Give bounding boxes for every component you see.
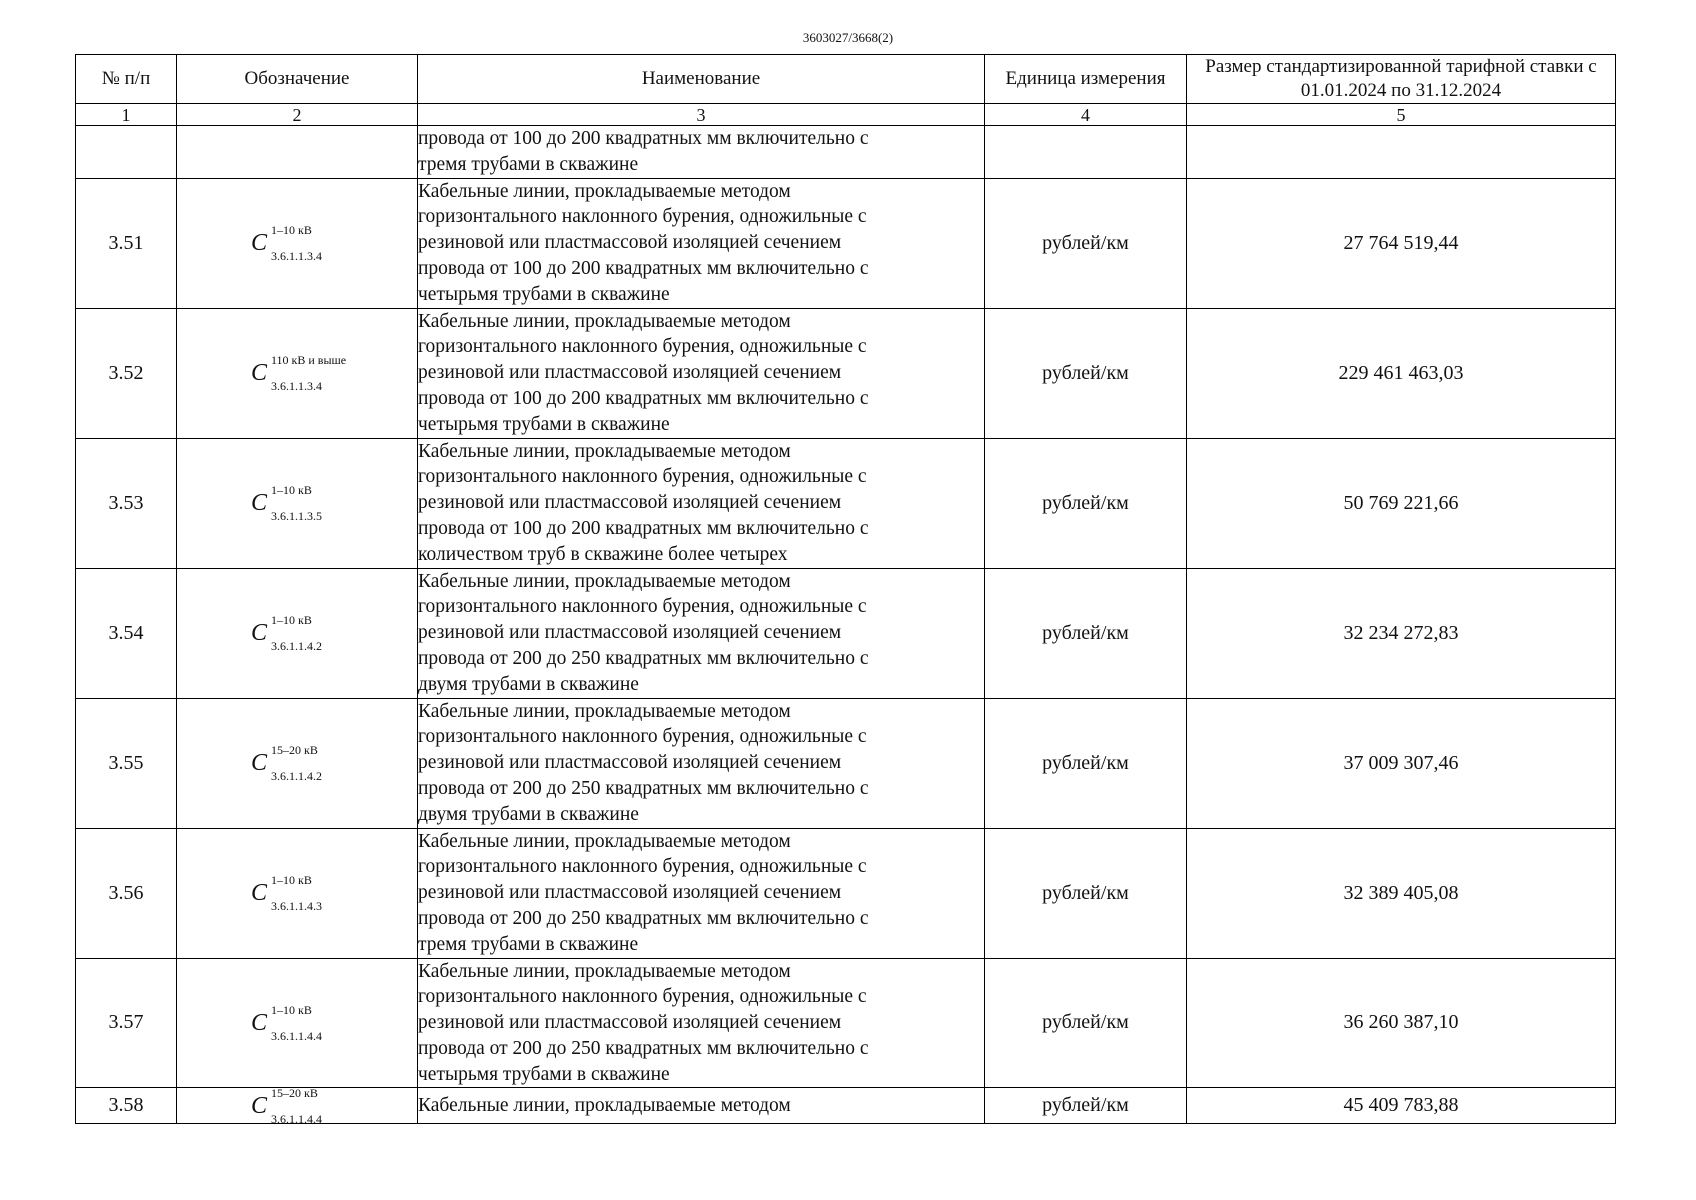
designation-symbol: C 1–10 кВ 3.6.1.1.4.3 bbox=[250, 873, 322, 913]
name-line: четырьмя трубами в скважине bbox=[418, 413, 670, 435]
row-number: 3.53 bbox=[76, 438, 177, 568]
name-line: Кабельные линии, прокладываемые методом bbox=[418, 830, 791, 852]
code-subscript: 3.6.1.1.4.2 bbox=[271, 769, 322, 784]
page-id: 3603027/3668(2) bbox=[802, 30, 894, 45]
table-row bbox=[76, 828, 1616, 958]
name-line: четырьмя трубами в скважине bbox=[418, 1063, 670, 1085]
name-line: провода от 100 до 200 квадратных мм включительно с bbox=[418, 128, 869, 149]
unit-cell: рублей/км bbox=[985, 1088, 1187, 1124]
code-subscript: 3.6.1.1.4.3 bbox=[271, 899, 322, 913]
table-row bbox=[76, 438, 1616, 568]
name-line: резиновой или пластмассовой изоляцией сечением bbox=[418, 1012, 842, 1034]
unit-cell: рублей/км bbox=[985, 698, 1187, 828]
name-line: горизонтального наклонного бурения, одножильные с bbox=[418, 466, 867, 488]
name-line: Кабельные линии, прокладываемые методом bbox=[418, 700, 791, 722]
name-line: резиновой или пластмассовой изоляцией сечением bbox=[418, 622, 842, 644]
designation-symbol: C 15–20 кВ 3.6.1.1.4.2 bbox=[250, 743, 322, 784]
table-row bbox=[76, 958, 1616, 1088]
name-cell bbox=[418, 438, 985, 568]
designation-cell bbox=[177, 698, 418, 828]
name-line: резиновой или пластмассовой изоляцией сечением bbox=[418, 492, 842, 514]
table-body bbox=[76, 178, 1616, 1088]
column-number-row bbox=[76, 104, 1616, 126]
header-unit: Единица измерения bbox=[985, 55, 1187, 104]
rate-cell: 45 409 783,88 bbox=[1187, 1088, 1616, 1124]
designation-cell bbox=[177, 308, 418, 438]
name-line: горизонтального наклонного бурения, одножильные с bbox=[418, 986, 867, 1008]
voltage-superscript: 1–10 кВ bbox=[271, 1002, 312, 1017]
table-row bbox=[76, 178, 1616, 308]
row-number: 3.55 bbox=[76, 698, 177, 828]
empty-cell bbox=[177, 126, 418, 179]
rate-cell: 50 769 221,66 bbox=[1187, 438, 1616, 568]
table-row bbox=[76, 308, 1616, 438]
designation-symbol: C 15–20 кВ 3.6.1.1.4.4 bbox=[250, 1085, 322, 1126]
code-subscript: 3.6.1.1.4.2 bbox=[271, 639, 322, 654]
name-line: провода от 200 до 250 квадратных мм включительно с bbox=[418, 647, 869, 669]
row-number: 3.56 bbox=[76, 828, 177, 958]
row-number: 3.54 bbox=[76, 568, 177, 698]
code-subscript: 3.6.1.1.3.4 bbox=[271, 249, 322, 264]
name-line: провода от 200 до 250 квадратных мм включительно с bbox=[418, 777, 869, 799]
rate-cell: 32 234 272,83 bbox=[1187, 568, 1616, 698]
designation-symbol: C 1–10 кВ 3.6.1.1.4.4 bbox=[250, 1002, 322, 1043]
name-line: тремя трубами в скважине bbox=[418, 933, 639, 955]
name-cell bbox=[418, 308, 985, 438]
empty-cell bbox=[1187, 126, 1616, 179]
table-row-last bbox=[76, 1088, 1616, 1124]
unit-cell: рублей/км bbox=[985, 828, 1187, 958]
name-line: Кабельные линии, прокладываемые методом bbox=[418, 440, 791, 462]
code-subscript: 3.6.1.1.3.4 bbox=[271, 379, 322, 394]
column-number: 3 bbox=[418, 104, 985, 126]
designation-symbol: C 1–10 кВ 3.6.1.1.3.4 bbox=[250, 223, 322, 264]
tariff-table bbox=[75, 54, 1616, 1124]
name-cell bbox=[418, 1088, 985, 1124]
rate-cell: 27 764 519,44 bbox=[1187, 178, 1616, 308]
name-line: Кабельные линии, прокладываемые методом bbox=[418, 1095, 791, 1117]
name-line: резиновой или пластмассовой изоляцией сечением bbox=[418, 752, 842, 774]
voltage-superscript: 1–10 кВ bbox=[271, 223, 312, 238]
name-line: резиновой или пластмассовой изоляцией сечением bbox=[418, 232, 842, 254]
name-line: провода от 100 до 200 квадратных мм включительно с bbox=[418, 517, 869, 539]
rate-cell: 229 461 463,03 bbox=[1187, 308, 1616, 438]
name-line: тремя трубами в скважине bbox=[418, 153, 639, 175]
unit-cell: рублей/км bbox=[985, 308, 1187, 438]
name-line: четырьмя трубами в скважине bbox=[418, 283, 670, 305]
name-line: Кабельные линии, прокладываемые методом bbox=[418, 960, 791, 982]
designation-cell bbox=[177, 178, 418, 308]
header-number: № п/п bbox=[76, 55, 177, 104]
row-number: 3.57 bbox=[76, 958, 177, 1088]
rate-cell: 32 389 405,08 bbox=[1187, 828, 1616, 958]
row-number: 3.52 bbox=[76, 308, 177, 438]
table-row bbox=[76, 698, 1616, 828]
continuation-row bbox=[76, 126, 1616, 179]
voltage-superscript: 15–20 кВ bbox=[271, 1085, 318, 1100]
column-number: 2 bbox=[177, 104, 418, 126]
name-line: резиновой или пластмассовой изоляцией сечением bbox=[418, 882, 842, 904]
name-cell bbox=[418, 126, 985, 179]
name-line: провода от 100 до 200 квадратных мм включительно с bbox=[418, 257, 869, 279]
code-subscript: 3.6.1.1.3.5 bbox=[271, 509, 322, 524]
rate-cell: 36 260 387,10 bbox=[1187, 958, 1616, 1088]
name-line: горизонтального наклонного бурения, одножильные с bbox=[418, 596, 867, 618]
designation-symbol: C 1–10 кВ 3.6.1.1.4.2 bbox=[250, 613, 322, 654]
name-cell bbox=[418, 178, 985, 308]
name-cell bbox=[418, 568, 985, 698]
name-cell bbox=[418, 958, 985, 1088]
designation-symbol: C 1–10 кВ 3.6.1.1.3.5 bbox=[250, 483, 322, 524]
column-number: 1 bbox=[76, 104, 177, 126]
designation-cell bbox=[177, 568, 418, 698]
name-line: горизонтального наклонного бурения, одножильные с bbox=[418, 336, 867, 358]
name-cell bbox=[418, 828, 985, 958]
voltage-superscript: 110 кВ и выше bbox=[271, 353, 347, 368]
name-line: горизонтального наклонного бурения, одножильные с bbox=[418, 856, 867, 878]
row-number: 3.58 bbox=[76, 1088, 177, 1124]
voltage-superscript: 1–10 кВ bbox=[271, 873, 312, 887]
column-number: 5 bbox=[1187, 104, 1616, 126]
header-name: Наименование bbox=[418, 55, 985, 104]
table-header-row bbox=[76, 55, 1616, 104]
unit-cell: рублей/км bbox=[985, 178, 1187, 308]
row-number: 3.51 bbox=[76, 178, 177, 308]
designation-cell bbox=[177, 958, 418, 1088]
name-line: Кабельные линии, прокладываемые методом bbox=[418, 310, 791, 332]
unit-cell: рублей/км bbox=[985, 958, 1187, 1088]
name-line: провода от 100 до 200 квадратных мм включительно с bbox=[418, 387, 869, 409]
header-rate: Размер стандартизированной тарифной ставки с 01.01.2024 по 31.12.2024 bbox=[1187, 55, 1616, 104]
column-number: 4 bbox=[985, 104, 1187, 126]
designation-cell bbox=[177, 828, 418, 958]
header-designation: Обозначение bbox=[177, 55, 418, 104]
name-line: двумя трубами в скважине bbox=[418, 803, 639, 825]
empty-cell bbox=[985, 126, 1187, 179]
name-line: количеством труб в скважине более четырех bbox=[418, 543, 788, 565]
unit-cell: рублей/км bbox=[985, 568, 1187, 698]
voltage-superscript: 15–20 кВ bbox=[271, 743, 318, 758]
unit-cell: рублей/км bbox=[985, 438, 1187, 568]
voltage-superscript: 1–10 кВ bbox=[271, 483, 312, 498]
name-cell bbox=[418, 698, 985, 828]
name-line: провода от 200 до 250 квадратных мм включительно с bbox=[418, 1037, 869, 1059]
rate-cell: 37 009 307,46 bbox=[1187, 698, 1616, 828]
name-line: провода от 200 до 250 квадратных мм включительно с bbox=[418, 907, 869, 929]
name-line: двумя трубами в скважине bbox=[418, 673, 639, 695]
empty-cell bbox=[76, 126, 177, 179]
name-line: горизонтального наклонного бурения, одножильные с bbox=[418, 726, 867, 748]
name-line: Кабельные линии, прокладываемые методом bbox=[418, 570, 791, 592]
designation-symbol: C 110 кВ и выше 3.6.1.1.3.4 bbox=[250, 353, 347, 394]
voltage-superscript: 1–10 кВ bbox=[271, 613, 312, 628]
code-subscript: 3.6.1.1.4.4 bbox=[271, 1028, 322, 1043]
code-subscript: 3.6.1.1.4.4 bbox=[271, 1111, 322, 1126]
name-line: горизонтального наклонного бурения, одножильные с bbox=[418, 206, 867, 228]
name-line: резиновой или пластмассовой изоляцией сечением bbox=[418, 362, 842, 384]
designation-cell bbox=[177, 438, 418, 568]
name-line: Кабельные линии, прокладываемые методом bbox=[418, 180, 791, 202]
table-row bbox=[76, 568, 1616, 698]
designation-cell bbox=[177, 1085, 418, 1126]
